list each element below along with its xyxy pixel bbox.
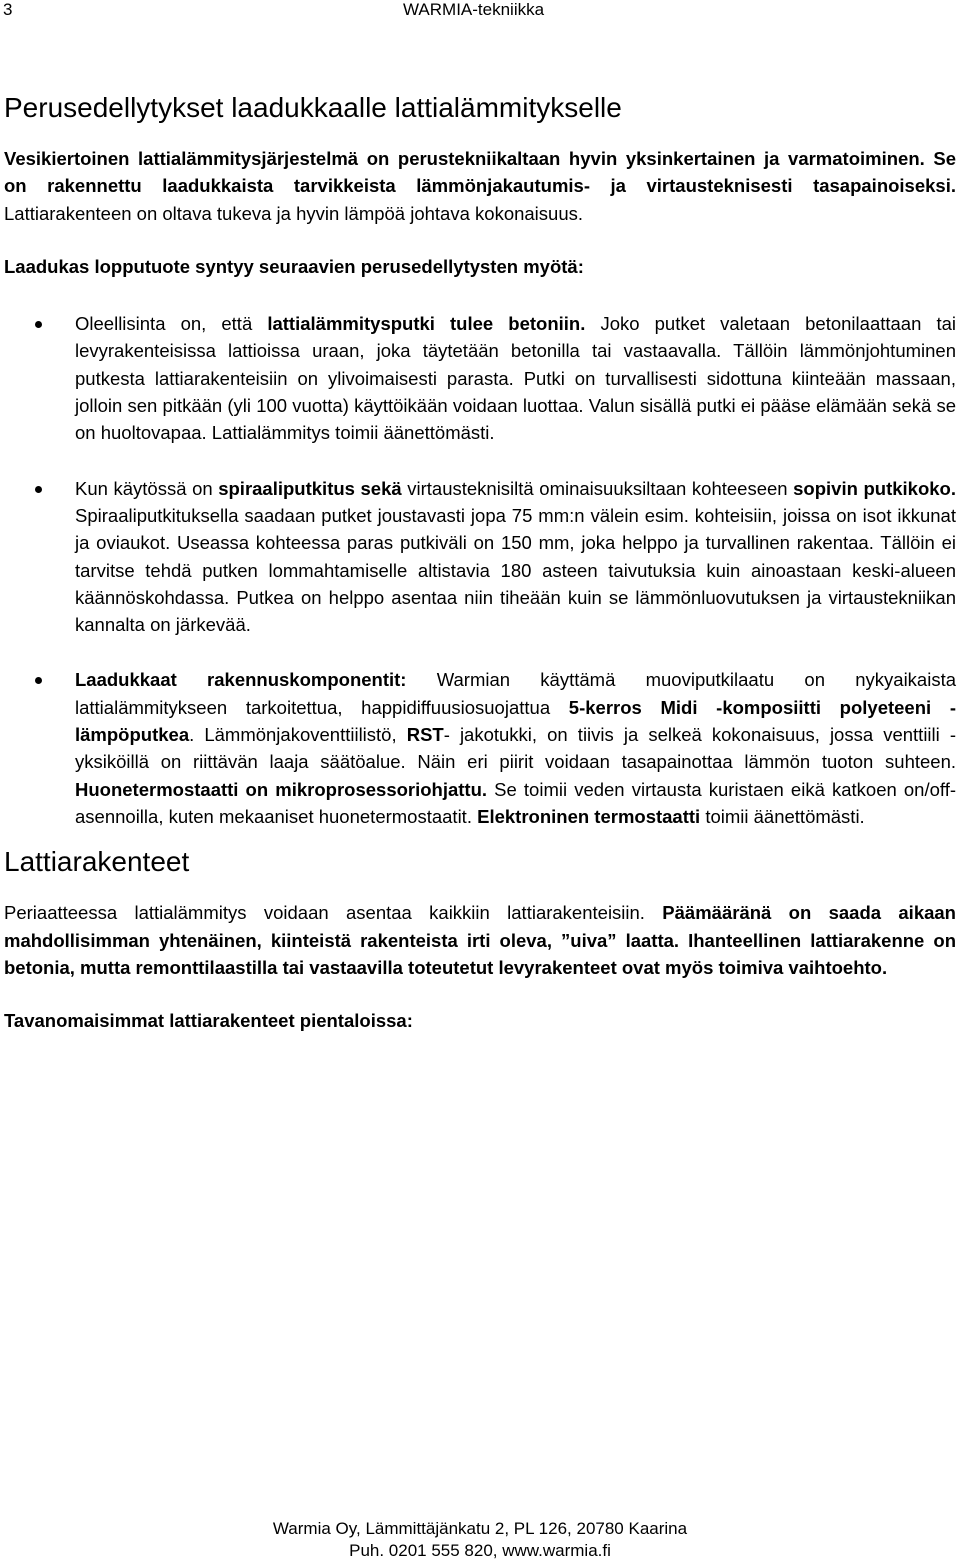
bold-text: sopivin putkikoko. bbox=[793, 477, 956, 499]
page-title: Perusedellytykset laadukkaalle lattialämmitykselle bbox=[4, 92, 622, 123]
body-text: Warmian käyttämä muoviputkilaatu on nykyaikaista lattialämmitykseen tarkoitettua, happidiffuusiosuojattua bbox=[75, 669, 957, 718]
subheading: Tavanomaisimmat lattiarakenteet pientaloissa: bbox=[4, 1010, 413, 1032]
bullet-text bbox=[75, 478, 956, 635]
intro-bold-text: Vesikiertoinen lattialämmitysjärjestelmä on perustekniikaltaan hyvin yksinkertainen ja varmatoiminen. Se on rakennettu laadukkaista tarvikkeista lämmönjakautumis- ja virtausteknisesti tasapainoiseksi. bbox=[4, 148, 956, 197]
bold-text: RST bbox=[406, 724, 444, 746]
bullet-text bbox=[75, 669, 956, 826]
bold-text: lattialämmitysputki tulee betoniin. bbox=[267, 313, 586, 335]
footer-address: Warmia Oy, Lämmittäjänkatu 2, PL 126, 20780 Kaarina bbox=[272, 1519, 688, 1538]
list-item bbox=[4, 666, 956, 830]
intro-paragraph bbox=[4, 145, 956, 227]
body-text: toimii äänettömästi. bbox=[700, 805, 865, 827]
section-paragraph-normal: Periaatteessa lattialämmitys voidaan asentaa kaikkiin lattiarakenteisiin. bbox=[4, 902, 663, 924]
header-title: WARMIA-tekniikka bbox=[403, 0, 545, 19]
list-item bbox=[4, 475, 956, 639]
section-paragraph bbox=[4, 899, 956, 981]
body-text: Oleellisinta on, että bbox=[75, 313, 268, 335]
list-item bbox=[4, 310, 956, 446]
section-heading: Lattiarakenteet bbox=[4, 846, 190, 878]
bold-text: Elektroninen termostaatti bbox=[477, 805, 701, 827]
intro-normal-text: Lattiarakenteen on oltava tukeva ja hyvin lämpöä johtava kokonaisuus. bbox=[4, 202, 584, 224]
footer-contact: Puh. 0201 555 820, www.warmia.fi bbox=[349, 1541, 611, 1560]
bold-text: Laadukkaat rakennuskomponentit: bbox=[75, 669, 407, 691]
body-text: - jakotukki, on tiivis ja selkeä kokonaisuus, jossa venttiili -yksiköillä on riittävän laaja säätöalue. Näin eri piirit voidaan tasapainottaa lämmön tuoton suhteen. bbox=[75, 724, 957, 773]
bullet-icon bbox=[35, 486, 42, 493]
document-body bbox=[4, 91, 956, 1034]
page-header bbox=[0, 0, 960, 22]
body-text: Spiraaliputkituksella saadaan putket joustavasti jopa 75 mm:n välein esim. kohteisiin, joissa on isot ikkunat ja oviaukot. Useassa kohteessa paras putkiväli on 150 mm, joka helppo ja turvallinen rakentaa. Tällöin ei tarvitse tehdä putken lommahtamiselle altistavia 180 asteen taivutuksia kuin ainoastaan keski-alueen käännöskohdassa. Putkea on helppo asentaa niin tiheään kuin se lämmönluovutuksen ja virtaustekniikan kannalta on järkevää. bbox=[75, 504, 956, 636]
bold-text: 5-kerros Midi -komposiitti polyeteeni -lämpöputkea bbox=[75, 696, 957, 746]
body-text: Kun käytössä on bbox=[75, 477, 219, 499]
page-number: 3 bbox=[3, 0, 13, 19]
lead-sentence: Laadukas lopputuote syntyy seuraavien perusedellytysten myötä: bbox=[4, 255, 584, 277]
body-text: Joko putket valetaan betonilaattaan tai levyrakenteisissa lattioissa uraan, joka täytetään betonilla tai vastaavalla. Tällöin lämmönjohtuminen putkesta lattiarakenteisiin on ylivoimaisesti parasta. Putki on turvallisesti sidottuna kiinteään massaan, jolloin sen pitkään (yli 100 vuotta) käyttöikään voidaan luottaa. Valun sisällä putki ei pääse elämään sekä se on huoltovapaa. Lattialämmitys toimii äänettömästi. bbox=[75, 313, 957, 444]
body-text: virtausteknisiltä ominaisuuksiltaan kohteeseen bbox=[401, 477, 794, 499]
body-text: Se toimii veden virtausta kuristaen eikä katkoen on/off-asennoilla, kuten mekaaniset huonetermostaatit. bbox=[75, 778, 956, 827]
bold-text: spiraaliputkitus sekä bbox=[218, 477, 402, 499]
requirements-list bbox=[4, 310, 956, 830]
bullet-text bbox=[75, 313, 956, 443]
bold-text: Huonetermostaatti on mikroprosessoriohjattu. bbox=[75, 778, 488, 800]
bullet-icon bbox=[35, 677, 42, 684]
section-paragraph-bold: Päämääränä on saada aikaan mahdollisimman yhtenäinen, kiinteistä rakenteista irti oleva, ”uiva” laatta. Ihanteellinen lattiarakenne on betonia, mutta remonttilaastilla tai vastaavilla toteutetut levyrakenteet ovat myös toimiva vaihtoehto. bbox=[4, 902, 956, 978]
bullet-icon bbox=[35, 321, 42, 328]
body-text: . Lämmönjakoventtiilistö, bbox=[189, 724, 407, 746]
